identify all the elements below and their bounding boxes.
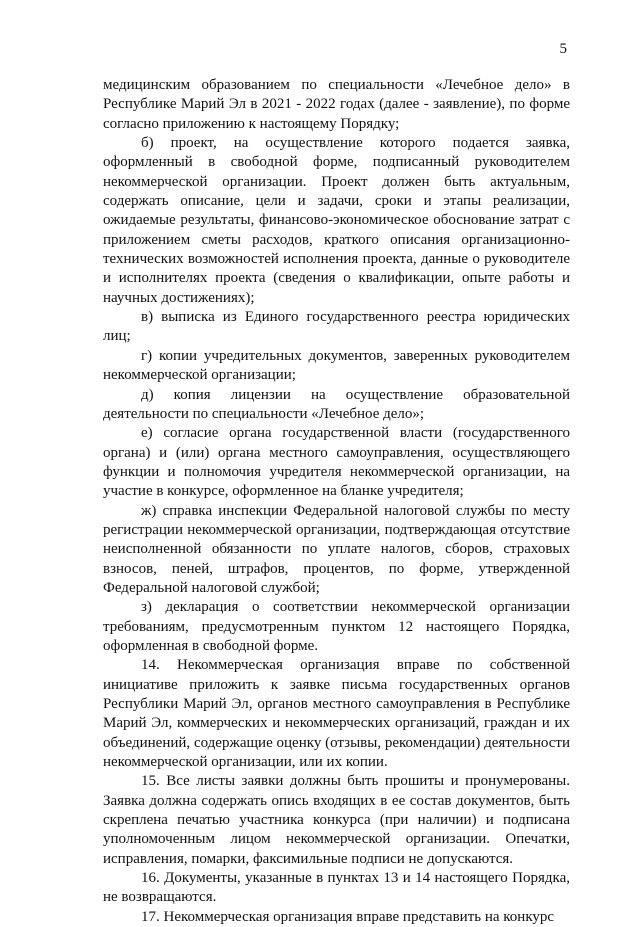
paragraph-clause-14: 14. Некоммерческая организация вправе по собственной инициативе приложить к заявке письма государственных органов Республики Марий Эл, органов местного самоуправления в Республике Марий Эл, коммерческих и некоммерческих организаций, граждан и их объединений, содержащие оценку (отзывы, рекомендации) деятельности некоммерческой организации, или их копии. <box>103 657 570 771</box>
paragraph-item-b-project: б) проект, на осуществление которого подается заявка, оформленный в свободной форме, подписанный руководителем некоммерческой организации. Проект должен быть актуальным, содержать описание, цели и задачи, сроки и этапы реализации, ожидаемые результаты, финансово-экономическое обоснование затрат с приложением сметы расходов, краткого описания организационно-технических возможностей исполнения проекта, данные о руководителе и исполнителях проекта (сведения о квалификации, опыте работы и научных достижениях); <box>103 135 570 306</box>
paragraph-intro-continuation: медицинским образованием по специальности «Лечебное дело» в Республике Марий Эл в 2021 - 2022 годах (далее - заявление), по форме согласно приложению к настоящему Порядку; <box>103 77 570 132</box>
paragraph-item-v-registry-extract: в) выписка из Единого государственного реестра юридических лиц; <box>103 309 570 345</box>
paragraph-item-e-consent: е) согласие органа государственной власти (государственного органа) и (или) органа местного самоуправления, осуществляющего функции и полномочия учредителя некоммерческой организации, на участие в конкурсе, оформленное на бланке учредителя; <box>103 425 570 500</box>
paragraph-item-d-license: д) копия лицензии на осуществление образовательной деятельности по специальности «Лечебное дело»; <box>103 386 570 422</box>
paragraph-clause-16: 16. Документы, указанные в пунктах 13 и 14 настоящего Порядка, не возвращаются. <box>103 870 570 906</box>
paragraph-item-z-declaration: з) декларация о соответствии некоммерческой организации требованиям, предусмотренным пунктом 12 настоящего Порядка, оформленная в свободной форме. <box>103 599 570 654</box>
document-body <box>103 76 570 927</box>
paragraph-clause-17: 17. Некоммерческая организация вправе представить на конкурс <box>141 908 555 925</box>
paragraph-clause-15: 15. Все листы заявки должны быть прошиты и пронумерованы. Заявка должна содержать опись входящих в ее состав документов, быть скреплена печатью участника конкурса (при наличии) и подписана уполномоченным лицом некоммерческой организации. Опечатки, исправления, помарки, факсимильные подписи не допускаются. <box>103 773 570 867</box>
paragraph-item-g-founding-documents: г) копии учредительных документов, заверенных руководителем некоммерческой организации; <box>103 347 570 384</box>
paragraph-item-zh-tax-certificate: ж) справка инспекции Федеральной налоговой службы по месту регистрации некоммерческой организации, подтверждающая отсутствие неисполненной обязанности по уплате налогов, сборов, страховых взносов, пеней, штрафов, процентов, по форме, утвержденной Федеральной налоговой службой; <box>103 502 570 596</box>
page-number: 5 <box>559 41 567 57</box>
